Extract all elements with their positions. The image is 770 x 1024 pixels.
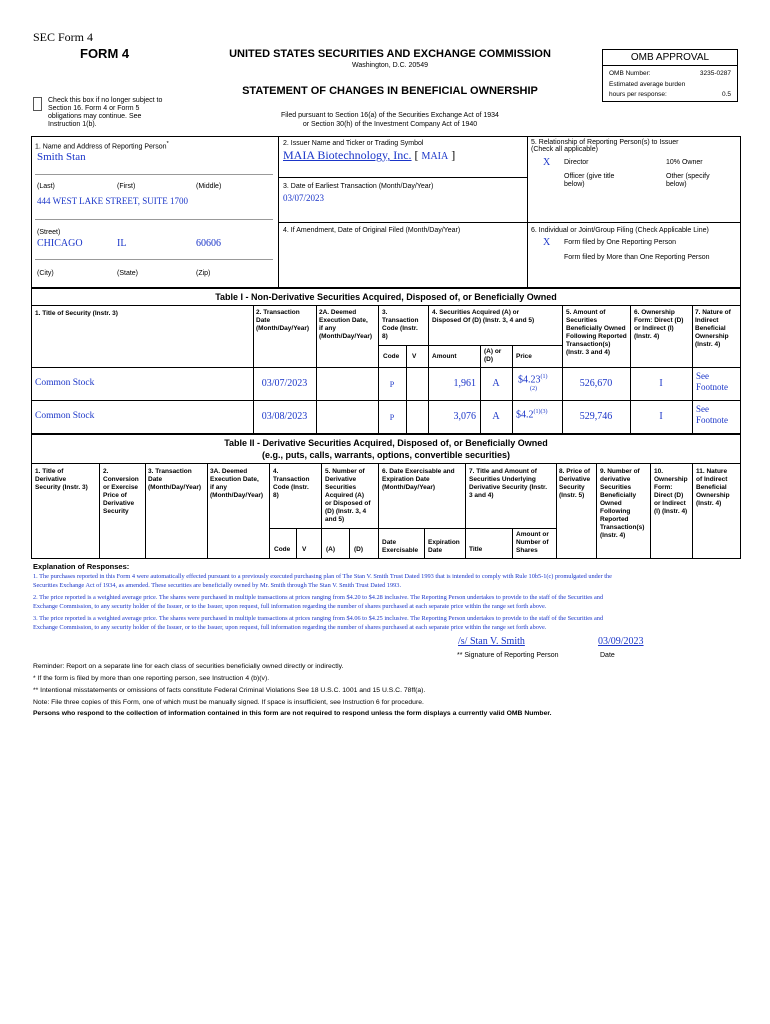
t1-h-code: 3. Transaction Code (Instr. 8) [382,309,419,340]
t2-h-owned: 9. Number of derivative Securities Beneficially Owned Following Reported Transaction(s) (Instr. 4) [600,468,645,539]
date-label: Date [600,652,615,659]
explanation-heading: Explanation of Responses: [33,562,130,571]
other-label-2: below) [666,181,687,188]
omb-approval-box [602,49,738,102]
t1-h-nature: 7. Nature of Indirect Beneficial Ownership (Instr. 4) [695,309,731,348]
reporting-person-label: 1. Name and Address of Reporting Person* [35,141,169,151]
director-checkmark[interactable]: X [543,157,551,168]
city-label: (City) [37,270,54,277]
t2-h-price: 8. Price of Derivative Security (Instr. 5) [559,468,591,499]
star-note-2: ** Intentional misstatements or omissions of facts constitute Federal Criminal Violations See 18 U.S.C. 1001 and 15 U.S.C. 78ff(a). [33,687,426,694]
filed-pursuant-line2: or Section 30(h) of the Investment Company Act of 1940 [302,121,478,128]
t1-row1-owned: 526,670 [579,378,613,389]
street-address: 444 WEST LAKE STREET, SUITE 1700 [37,196,188,206]
issuer-ticker: MAIA [421,151,449,162]
omb-persons-note: Persons who respond to the collection of information contained in this form are not required to respond unless the form displays a currently valid OMB Number. [33,710,552,717]
reminder-text: Reminder: Report on a separate line for each class of securities beneficially owned directly or indirectly. [33,663,344,670]
t2-sub-expiration: Expiration Date [428,539,460,554]
t1-h-title: 1. Title of Security (Instr. 3) [35,310,118,317]
t2-h-number: 5. Number of Derivative Securities Acquired (A) or Disposed of (D) (Instr. 3, 4 and 5) [325,468,371,523]
reporting-person-name: Smith Stan [37,151,86,163]
t1-row1-nature: See Footnote [696,371,729,392]
omb-title: OMB APPROVAL [630,52,710,63]
form-title: FORM 4 [80,46,130,61]
earliest-date-label: 3. Date of Earliest Transaction (Month/Day/Year) [283,183,434,190]
t1-row1-date: 03/07/2023 [261,378,308,389]
omb-hours-label: hours per response: [609,91,667,98]
statement-title: STATEMENT OF CHANGES IN BENEFICIAL OWNERSHIP [242,85,538,97]
t2-sub-code: Code [274,546,291,553]
t1-row2-form: I [659,411,663,422]
one-person-label: Form filed by One Reporting Person [564,239,677,246]
t2-h-title: 1. Title of Derivative Security (Instr. 3) [35,468,88,491]
table-two-title: Table II - Derivative Securities Acquired, Disposed of, or Beneficially Owned [224,438,548,448]
t2-sub-a: (A) [326,546,336,553]
amendment-label: 4. If Amendment, Date of Original Filed (Month/Day/Year) [283,227,461,234]
signature-label: ** Signature of Reporting Person [457,652,559,659]
t2-h-conversion: 2. Conversion or Exercise Price of Derivative Security [103,468,139,515]
one-person-checkmark[interactable]: X [543,237,551,248]
footnote-1: 1. The purchases reported in this Form 4 were automatically effected pursuant to a previously executed purchasing plan of The Stan V. Smith Trust Dated 1993 that is intended to comply with Rule 10b5-1(c) promulgated under the Securities Exchange Act of 1934, as amended. These securities are beneficially owned by Mr. Smith through The Stan V. Smith Trust Dated 1993. [33,573,612,589]
star-note-1: * If the form is filed by more than one reporting person, see Instruction 4 (b)(v). [33,675,270,682]
table-two-subtitle: (e.g., puts, calls, warrants, options, convertible securities) [261,450,511,460]
t2-sub-title: Title [469,546,483,553]
t1-row1-code: P [389,380,395,389]
footnote-2: 2. The price reported is a weighted average price. The shares were purchased in multiple transactions at prices ranging from $4.20 to $4.28 inclusive. The Reporting Person undertakes to provide to the staff of the Securities and Exchange Commission, to any security holder of the Issuer, or to the Issuer, upon request, full information regarding the number of shares purchased at each separate price within the range set forth above. [33,594,604,610]
t1-row2-nature: See Footnote [696,404,729,425]
city-value: CHICAGO [37,238,83,249]
agency-title: UNITED STATES SECURITIES AND EXCHANGE COMMISSION [229,48,551,60]
t1-row1-amount: 1,961 [453,378,476,389]
signature-name: /s/ Stan V. Smith [458,636,525,647]
t1-row2-aord: A [492,411,500,422]
t1-row2-code: P [389,413,395,422]
sec-form-label: SEC Form 4 [33,30,94,44]
t1-row1-price-note: (2) [530,386,537,392]
t2-h-nature: 11. Nature of Indirect Beneficial Ownership (Instr. 4) [696,468,730,507]
relationship-sublabel: (Check all applicable) [531,146,598,153]
t2-h-underlying: 7. Title and Amount of Securities Underlying Derivative Security (Instr. 3 and 4) [469,468,548,499]
t2-sub-v: V [302,546,307,553]
t2-sub-date-exercisable: Date Exercisable [382,539,419,554]
omb-burden-label: Estimated average burden [609,81,686,88]
t1-h-form: 6. Ownership Form: Direct (D) or Indirect (I) (Instr. 4) [634,309,684,340]
section16-checkbox[interactable] [33,97,42,111]
filed-pursuant-line1: Filed pursuant to Section 16(a) of the Securities Exchange Act of 1934 [281,112,499,119]
t1-h-acquired: 4. Securities Acquired (A) or Disposed Of (D) (Instr. 3, 4 and 5) [432,309,535,324]
t1-sub-code: Code [383,353,400,360]
last-label: (Last) [37,183,55,190]
state-label: (State) [117,270,139,277]
state-value: IL [117,238,127,249]
officer-label: Officer (give title [564,173,615,180]
t2-h-code: 4. Transaction Code (Instr. 8) [273,468,310,499]
issuer-name: MAIA Biotechnology, Inc. [ MAIA ] [283,148,456,162]
middle-label: (Middle) [196,183,222,190]
t1-sub-aord: (A) or (D) [484,348,502,363]
t1-h-deemed: 2A. Deemed Execution Date, if any (Month/Day/Year) [319,309,373,340]
zip-label: (Zip) [196,270,211,277]
signature-date: 03/09/2023 [598,636,644,647]
t1-row1-title: Common Stock [35,378,95,388]
t1-sub-amount: Amount [432,353,457,360]
officer-label-2: below) [564,181,585,188]
ten-percent-owner-label: 10% Owner [666,159,703,166]
t1-row1-form: I [659,378,663,389]
group-filing-label: 6. Individual or Joint/Group Filing (Check Applicable Line) [531,227,709,234]
t1-row2-owned: 529,746 [579,411,613,422]
omb-hours-value: 0.5 [721,91,731,98]
t2-h-date: 3. Transaction Date (Month/Day/Year) [148,468,202,491]
t1-sub-v: V [412,353,417,360]
t1-sub-price: Price [516,353,532,360]
other-label: Other (specify [666,173,710,180]
t1-row2-price: $\$4.2^{(1)(3)}$ [516,409,548,421]
t1-row2-amount: 3,076 [453,411,476,422]
earliest-date-value: 03/07/2023 [283,193,325,203]
footnote-3: 3. The price reported is a weighted average price. The shares were purchased in multiple transactions at prices ranging from $4.06 to $4.25 inclusive. The Reporting Person undertakes to provide to the staff of the Securities and Exchange Commission, to any security holder of the Issuer, or to the Issuer, upon request, full information regarding the number of shares purchased at each separate price within the range set forth above. [33,615,604,631]
t2-sub-amount: Amount or Number of Shares [516,531,549,554]
t1-row1-aord: A [492,378,500,389]
t2-h-deemed: 3A. Deemed Execution Date, if any (Month/Day/Year) [210,468,264,499]
agency-location: Washington, D.C. 20549 [351,62,428,69]
t1-row2-title: Common Stock [35,411,95,421]
issuer-label: 2. Issuer Name and Ticker or Trading Symbol [283,140,424,147]
relationship-label: 5. Relationship of Reporting Person(s) to Issuer [531,139,679,146]
omb-number-value: 3235-0287 [699,70,731,77]
t1-row1-price: $4.23$^{(1)}$ [518,374,548,386]
t1-h-owned: 5. Amount of Securities Beneficially Owned Following Reported Transaction(s) (Instr. 3 and 4) [566,309,627,356]
director-label: Director [564,159,589,166]
first-label: (First) [117,183,136,190]
street-label: (Street) [37,229,61,236]
t1-h-date: 2. Transaction Date (Month/Day/Year) [256,309,310,332]
file-copies-note: Note: File three copies of this Form, one of which must be manually signed. If space is insufficient, see Instruction 6 for procedure. [33,699,424,706]
more-persons-label: Form filed by More than One Reporting Person [564,254,710,261]
t2-sub-d: (D) [354,546,364,553]
zip-value: 60606 [196,238,221,249]
table-one-title: Table I - Non-Derivative Securities Acquired, Disposed of, or Beneficially Owned [215,292,557,302]
section16-checkbox-text: Check this box if no longer subject to Section 16. Form 4 or Form 5 obligations may continue. See Instruction 1(b). [48,97,163,128]
t1-row2-date: 03/08/2023 [261,411,308,422]
t2-h-form: 10. Ownership Form: Direct (D) or Indirect (I) (Instr. 4) [654,468,688,515]
omb-number-label: OMB Number: [609,70,651,77]
t2-h-exercisable: 6. Date Exercisable and Expiration Date (Month/Day/Year) [382,468,455,491]
